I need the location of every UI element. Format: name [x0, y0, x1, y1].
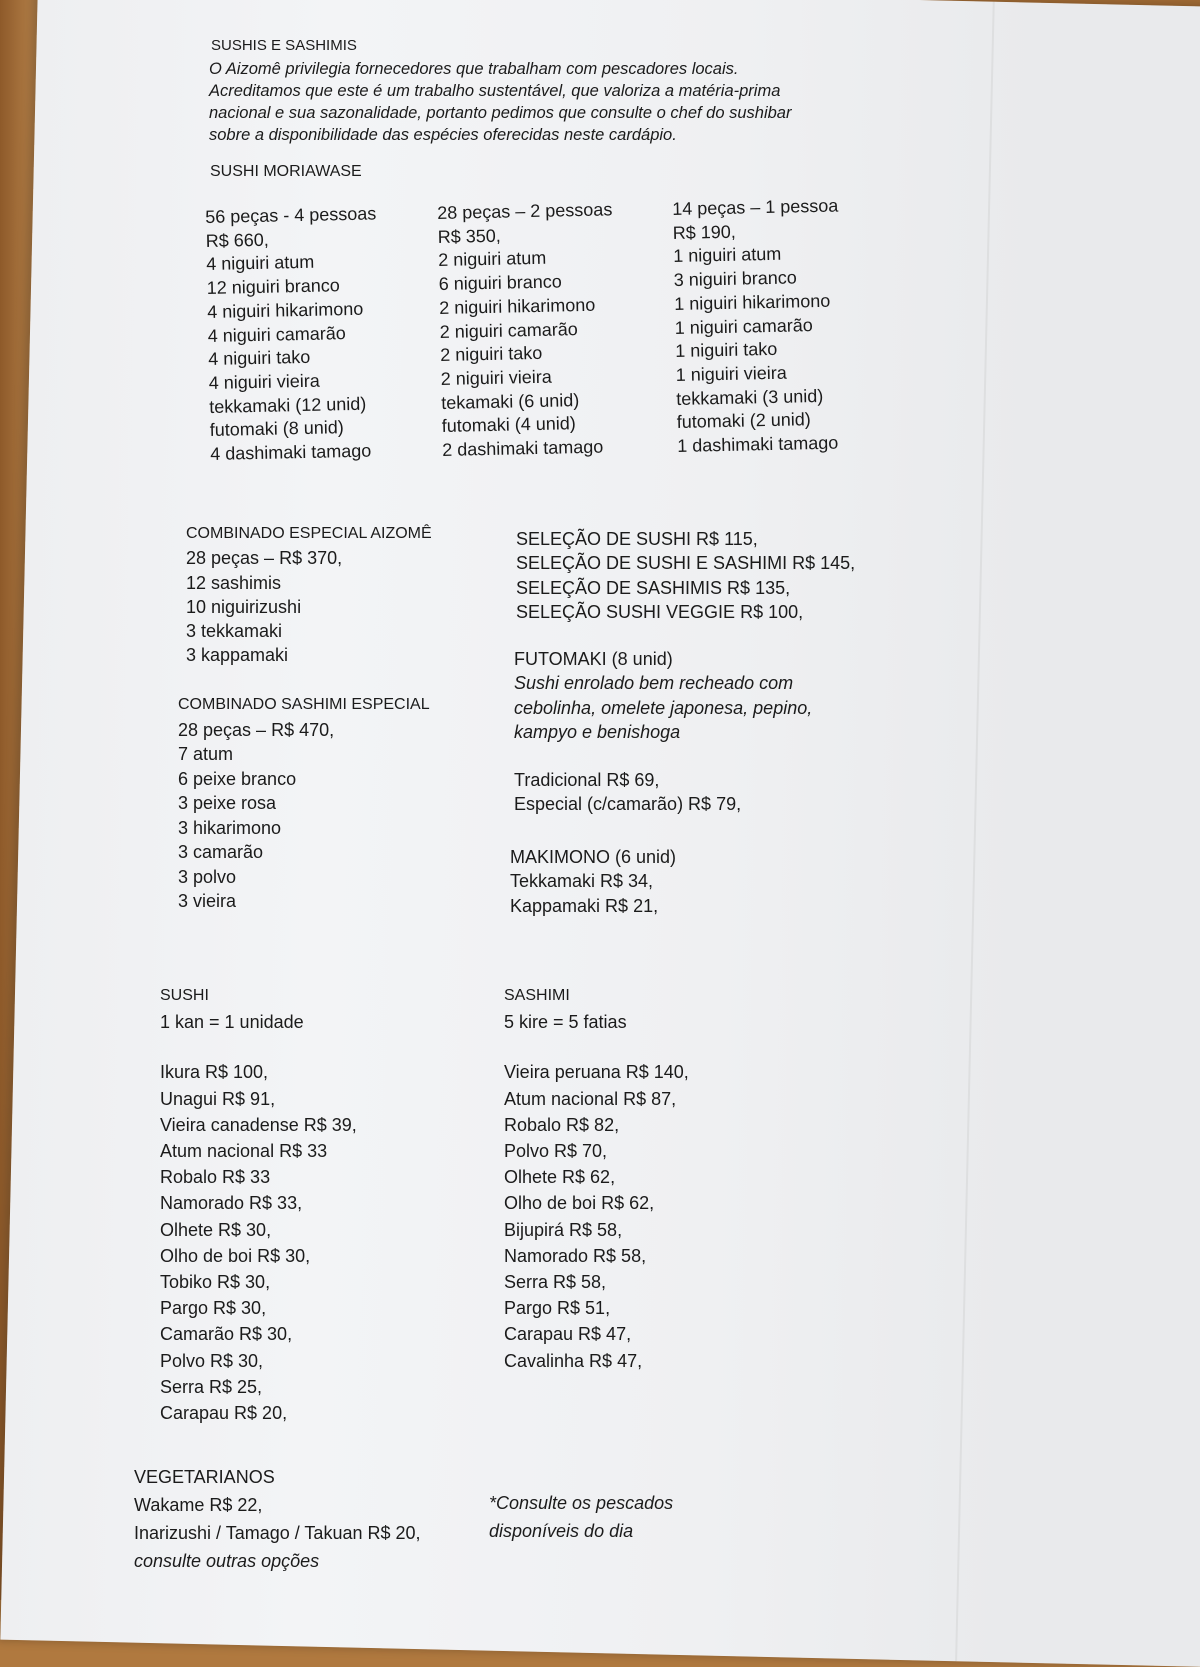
menu-line: 3 vieira: [178, 891, 237, 911]
menu-line: 3 peixe rosa: [178, 793, 277, 813]
section-title: SUSHI: [160, 987, 209, 1004]
price-line: Carapau R$ 20,: [160, 1403, 288, 1424]
menu-line: 6 niguiri branco: [438, 271, 562, 295]
menu-line: tekamaki (6 unid): [440, 389, 580, 413]
price-line: R$ 190,: [672, 221, 736, 243]
intro-line: nacional e sua sazonalidade, portanto pedimos que consulte o chef do sushibar: [209, 104, 792, 122]
footnote: [489, 1489, 673, 1545]
section-title: COMBINADO ESPECIAL AIZOMÊ: [186, 525, 432, 542]
intro-line: sobre a disponibilidade das espécies oferecidas neste cardápio.: [209, 126, 677, 144]
price-line: Atum nacional R$ 87,: [504, 1088, 677, 1109]
price-line: Unagui R$ 91,: [160, 1088, 276, 1109]
menu-line: 12 niguiri branco: [206, 275, 340, 299]
price-line: Olho de boi R$ 62,: [504, 1193, 655, 1214]
menu-line: 4 niguiri hikarimono: [207, 298, 364, 322]
menu-line: 2 niguiri tako: [439, 343, 543, 366]
section-title: SASHIMI: [504, 987, 570, 1004]
unit-note: 1 kan = 1 unidade: [160, 1012, 304, 1033]
menu-line: 10 niguirizushi: [186, 596, 302, 617]
combinado-sashimi-section: [178, 693, 430, 914]
price-line: Vieira peruana R$ 140,: [504, 1062, 689, 1083]
price-line: Atum nacional R$ 33: [160, 1141, 328, 1162]
menu-line: 28 peças – 2 pessoas: [437, 199, 613, 223]
price-line: Inarizushi / Tamago / Takuan R$ 20,: [134, 1523, 421, 1543]
menu-line: 2 niguiri camarão: [439, 318, 578, 342]
futomaki-section: [514, 647, 812, 817]
moriawase-column-1-person: [672, 195, 844, 459]
unit-note: 5 kire = 5 fatias: [504, 1012, 627, 1033]
price-line: 28 peças – R$ 470,: [178, 719, 335, 740]
menu-line: tekkamaki (3 unid): [675, 385, 824, 409]
intro-paragraph: [209, 58, 791, 146]
vegetarianos-section: [134, 1463, 421, 1575]
menu-line: 12 sashimis: [186, 572, 282, 593]
menu-line: 1 niguiri camarão: [674, 314, 813, 338]
menu-line: 2 dashimaki tamago: [441, 436, 604, 460]
menu-line: futomaki (4 unid): [441, 413, 576, 437]
menu-line: 3 tekkamaki: [186, 621, 283, 642]
menu-line: 2 niguiri vieira: [440, 366, 552, 389]
menu-line: 3 hikarimono: [178, 817, 282, 838]
price-line: SELEÇÃO DE SUSHI E SASHIMI R$ 145,: [516, 553, 856, 574]
menu-line: 4 niguiri vieira: [208, 370, 320, 393]
price-line: Cavalinha R$ 47,: [504, 1350, 643, 1371]
section-title: VEGETARIANOS: [134, 1467, 275, 1487]
menu-line: 3 camarão: [178, 842, 264, 862]
moriawase-column-2-people: [437, 198, 618, 462]
description-line: kampyo e benishoga: [514, 721, 681, 742]
price-line: Olhete R$ 30,: [160, 1219, 272, 1240]
combinado-especial-section: [186, 522, 432, 668]
price-line: Olhete R$ 62,: [504, 1167, 616, 1188]
price-line: Vieira canadense R$ 39,: [160, 1114, 357, 1135]
price-line: R$ 350,: [437, 225, 501, 247]
menu-line: 3 kappamaki: [186, 645, 289, 666]
menu-line: 7 atum: [178, 744, 234, 764]
menu-line: 4 niguiri camarão: [207, 322, 346, 346]
price-line: R$ 660,: [205, 229, 269, 251]
intro-line: O Aizomê privilegia fornecedores que trabalham com pescadores locais.: [209, 60, 739, 78]
menu-line: 4 niguiri tako: [207, 347, 311, 370]
price-line: Namorado R$ 33,: [160, 1193, 303, 1214]
menu-line: 1 niguiri atum: [673, 244, 782, 267]
footnote-line: disponíveis do dia: [489, 1521, 634, 1541]
menu-line: 4 niguiri atum: [206, 252, 315, 275]
price-line: Wakame R$ 22,: [134, 1495, 263, 1515]
section-title: MAKIMONO (6 unid): [510, 847, 677, 867]
menu-line: 1 niguiri hikarimono: [674, 290, 831, 314]
price-line: Pargo R$ 51,: [504, 1298, 611, 1319]
description-line: Sushi enrolado bem recheado com: [514, 673, 794, 694]
price-line: Kappamaki R$ 21,: [510, 895, 659, 916]
menu-line: 1 niguiri tako: [674, 339, 778, 362]
price-line: SELEÇÃO SUSHI VEGGIE R$ 100,: [516, 601, 804, 622]
menu-line: 6 peixe branco: [178, 768, 297, 789]
menu-title: SUSHIS E SASHIMIS: [211, 37, 357, 54]
menu-line: 56 peças - 4 pessoas: [205, 203, 377, 227]
price-line: SELEÇÃO DE SASHIMIS R$ 135,: [516, 577, 791, 598]
section-title: FUTOMAKI (8 unid): [514, 649, 673, 669]
menu-line: 1 dashimaki tamago: [676, 432, 839, 456]
moriawase-column-4-people: [205, 202, 382, 466]
price-line: Olho de boi R$ 30,: [160, 1245, 311, 1266]
footnote-line: *Consulte os pescados: [489, 1493, 674, 1513]
price-line: Robalo R$ 82,: [504, 1114, 620, 1135]
intro-line: Acreditamos que este é um trabalho sustentável, que valoriza a matéria-prima: [209, 82, 781, 100]
price-line: Tekkamaki R$ 34,: [510, 871, 654, 892]
menu-line: tekkamaki (12 unid): [208, 393, 367, 417]
sushi-section: [160, 983, 357, 1426]
price-line: Carapau R$ 47,: [504, 1324, 632, 1345]
price-line: Polvo R$ 30,: [160, 1350, 264, 1371]
price-line: SELEÇÃO DE SUSHI R$ 115,: [516, 529, 758, 549]
price-line: Bijupirá R$ 58,: [504, 1219, 623, 1240]
note-line: consulte outras opções: [134, 1551, 320, 1571]
menu-line: 1 niguiri vieira: [675, 362, 787, 385]
menu-line: 14 peças – 1 pessoa: [672, 195, 839, 219]
price-line: Tradicional R$ 69,: [514, 770, 660, 791]
menu-line: 3 niguiri branco: [673, 267, 797, 291]
price-line: Robalo R$ 33: [160, 1167, 271, 1188]
menu-line: futomaki (8 unid): [209, 417, 344, 441]
price-line: Pargo R$ 30,: [160, 1298, 267, 1319]
makimono-section: [510, 845, 676, 918]
menu-line: 4 dashimaki tamago: [209, 440, 372, 464]
price-line: Camarão R$ 30,: [160, 1324, 293, 1345]
menu-line: 2 niguiri hikarimono: [439, 294, 596, 318]
price-line: Tobiko R$ 30,: [160, 1272, 271, 1293]
description-line: cebolinha, omelete japonesa, pepino,: [514, 697, 813, 718]
price-line: Namorado R$ 58,: [504, 1245, 647, 1266]
price-line: Serra R$ 58,: [504, 1272, 607, 1293]
price-line: Especial (c/camarão) R$ 79,: [514, 794, 742, 815]
price-line: Serra R$ 25,: [160, 1376, 263, 1397]
sashimi-section: [504, 983, 689, 1374]
menu-line: futomaki (2 unid): [676, 409, 811, 433]
price-line: 28 peças – R$ 370,: [186, 548, 343, 569]
menu-line: 3 polvo: [178, 866, 237, 887]
price-line: Polvo R$ 70,: [504, 1141, 608, 1162]
section-title: COMBINADO SASHIMI ESPECIAL: [178, 696, 430, 713]
selecoes-section: [516, 527, 855, 624]
menu-line: 2 niguiri atum: [438, 248, 547, 271]
moriawase-title: SUSHI MORIAWASE: [210, 163, 362, 180]
price-line: Ikura R$ 100,: [160, 1062, 269, 1083]
